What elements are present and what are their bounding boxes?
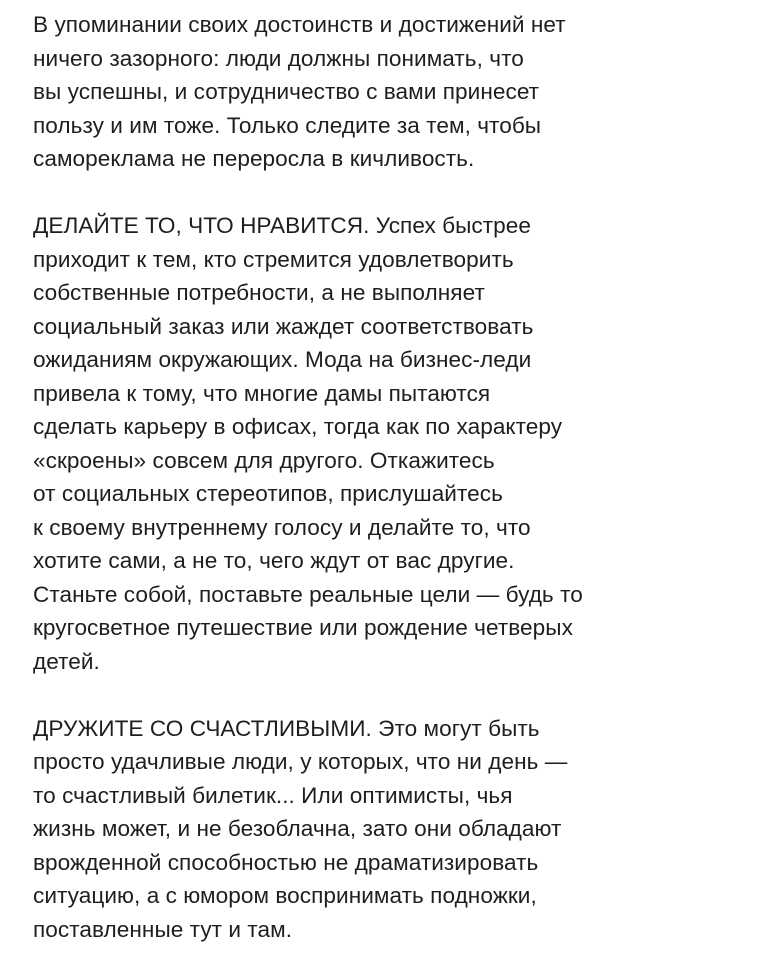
text-line: детей. bbox=[33, 648, 100, 674]
text-line: самореклама не переросла в кичливость. bbox=[33, 146, 475, 171]
text-line: привела к тому, что многие дамы пытаются bbox=[33, 380, 491, 406]
text-line: приходит к тем, кто стремится удовлетворить bbox=[33, 246, 514, 272]
paragraph-do-what-you-like bbox=[33, 209, 745, 678]
text-line: В упоминании своих достоинств и достижений нет bbox=[33, 12, 566, 37]
text-line: просто удачливые люди, у которых, что ни день — bbox=[33, 749, 568, 774]
text-line: хотите сами, а не то, чего ждут от вас другие. bbox=[33, 548, 515, 573]
text-line: жизнь может, и не безоблачна, зато они обладают bbox=[33, 816, 562, 841]
text-line: ДЕЛАЙТЕ ТО, ЧТО НРАВИТСЯ. Успех быстрее bbox=[33, 213, 531, 238]
text-line: от социальных стереотипов, прислушайтесь bbox=[33, 481, 503, 506]
text-line: кругосветное путешествие или рождение четверых bbox=[33, 615, 573, 640]
text-line: врожденной способностью не драматизировать bbox=[33, 849, 539, 875]
paragraph-gap bbox=[33, 176, 745, 210]
text-line: «скроены» совсем для другого. Откажитесь bbox=[33, 447, 495, 473]
text-line: вы успешны, и сотрудничество с вами принесет bbox=[33, 79, 540, 104]
text-line: пользу и им тоже. Только следите за тем, чтобы bbox=[33, 112, 542, 138]
text-line: ситуацию, а с юмором воспринимать подножки, bbox=[33, 883, 537, 908]
paragraph-self-promotion bbox=[33, 8, 745, 176]
text-line: социальный заказ или жаждет соответствовать bbox=[33, 313, 534, 339]
text-line: ничего зазорного: люди должны понимать, что bbox=[33, 45, 524, 71]
paragraph-gap bbox=[33, 678, 745, 712]
text-line: сделать карьеру в офисах, тогда как по характеру bbox=[33, 414, 563, 439]
paragraph-befriend-happy-people bbox=[33, 712, 745, 947]
text-line: то счастливый билетик... Или оптимисты, чья bbox=[33, 782, 513, 808]
text-line: собственные потребности, а не выполняет bbox=[33, 280, 485, 305]
text-line: к своему внутреннему голосу и делайте то, что bbox=[33, 514, 531, 540]
text-line: ожиданиям окружающих. Мода на бизнес-леди bbox=[33, 347, 532, 372]
article-text bbox=[33, 8, 745, 946]
text-line: Станьте собой, поставьте реальные цели — будь то bbox=[33, 581, 583, 607]
text-line: ДРУЖИТЕ СО СЧАСТЛИВЫМИ. Это могут быть bbox=[33, 715, 540, 741]
text-line: поставленные тут и там. bbox=[33, 916, 293, 942]
